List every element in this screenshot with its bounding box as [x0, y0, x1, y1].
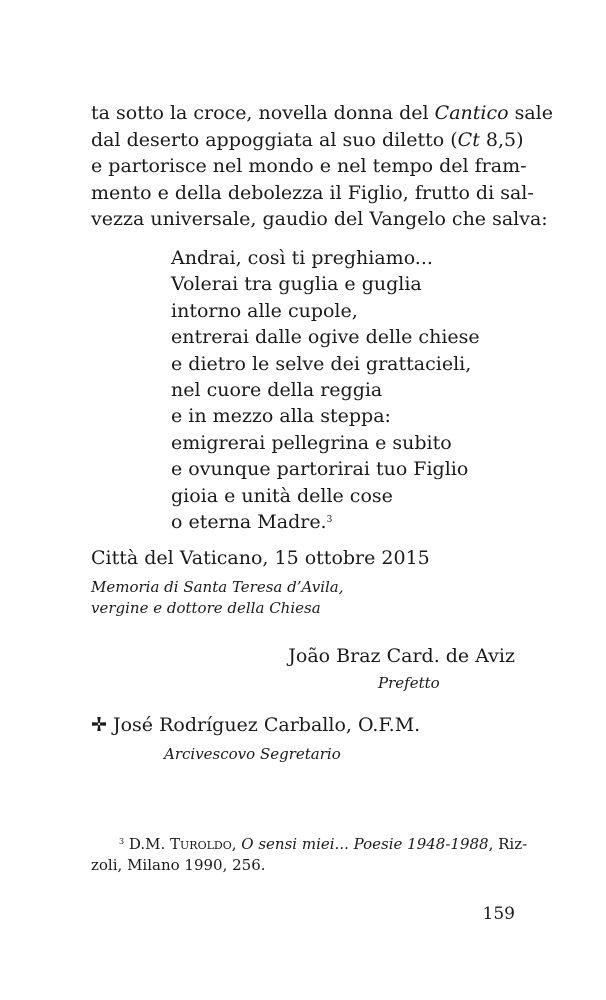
place-date-line: Città del Vaticano, 15 ottobre 2015 [91, 547, 430, 569]
footnote-book-title: O sensi miei... Poesie 1948-1988 [241, 835, 489, 853]
poem-verse: Volerai tra guglia e guglia [171, 273, 422, 296]
poem-verse: intorno alle cupole, [171, 299, 358, 322]
poem-verse: emigrerai pellegrina e subito [171, 431, 452, 454]
prefect-title: Prefetto [378, 674, 440, 692]
page-number: 159 [482, 904, 515, 924]
cross-pattee-icon [91, 716, 107, 732]
footnote [91, 834, 528, 876]
secretary-title: Arcivescovo Segretario [164, 745, 341, 763]
poem-verse: entrerai dalle ogive delle chiese [171, 326, 480, 349]
memorial-line-1: Memoria di Santa Teresa d’Avila, [91, 578, 344, 596]
footnote-line-1: $^3$ D.M. Turoldo, O sensi miei... Poesie 1948-1988, Riz- [119, 835, 528, 853]
ct-reference: Ct [457, 128, 480, 151]
poem-verse: e dietro le selve dei grattacieli, [171, 352, 472, 375]
memorial-line-2: vergine e dottore della Chiesa [91, 599, 321, 617]
body-paragraph [91, 100, 554, 233]
secretary-signature-name: José Rodríguez Carballo, O.F.M. [113, 714, 421, 736]
body-line-5: vezza universale, gaudio del Vangelo che salva: [91, 208, 548, 230]
body-line-4: mento e della debolezza il Figlio, frutto di sal- [91, 181, 534, 204]
cantico-title: Cantico [434, 102, 509, 124]
footnote-line-2: zoli, Milano 1990, 256. [91, 856, 266, 874]
liturgical-memorial [91, 577, 344, 619]
secretary-signature [91, 712, 420, 738]
prefect-signature-name: João Braz Card. de Aviz [288, 645, 515, 667]
poem-quotation [171, 245, 501, 535]
body-line-3: e partorisce nel mondo e nel tempo del fram- [91, 155, 527, 177]
body-line-2: dal deserto appoggiata al suo diletto (Ct 8,5) [91, 128, 524, 151]
footnote-reference[interactable]: 3 [326, 515, 333, 526]
poem-verse: e in mezzo alla steppa: [171, 405, 391, 428]
footnote-number: 3 [119, 837, 125, 846]
footnote-author-surname: Turoldo [170, 835, 232, 853]
poem-verse: gioia e unità delle cose [171, 484, 393, 507]
body-line-1: ta sotto la croce, novella donna del Cantico sale [91, 102, 554, 124]
poem-verse: e ovunque partorirai tuo Figlio [171, 458, 469, 481]
poem-verse-last: o eterna Madre.$^3$ [171, 511, 333, 534]
poem-verse: nel cuore della reggia [171, 379, 383, 402]
poem-verse: Andrai, così ti preghiamo... [171, 247, 433, 269]
